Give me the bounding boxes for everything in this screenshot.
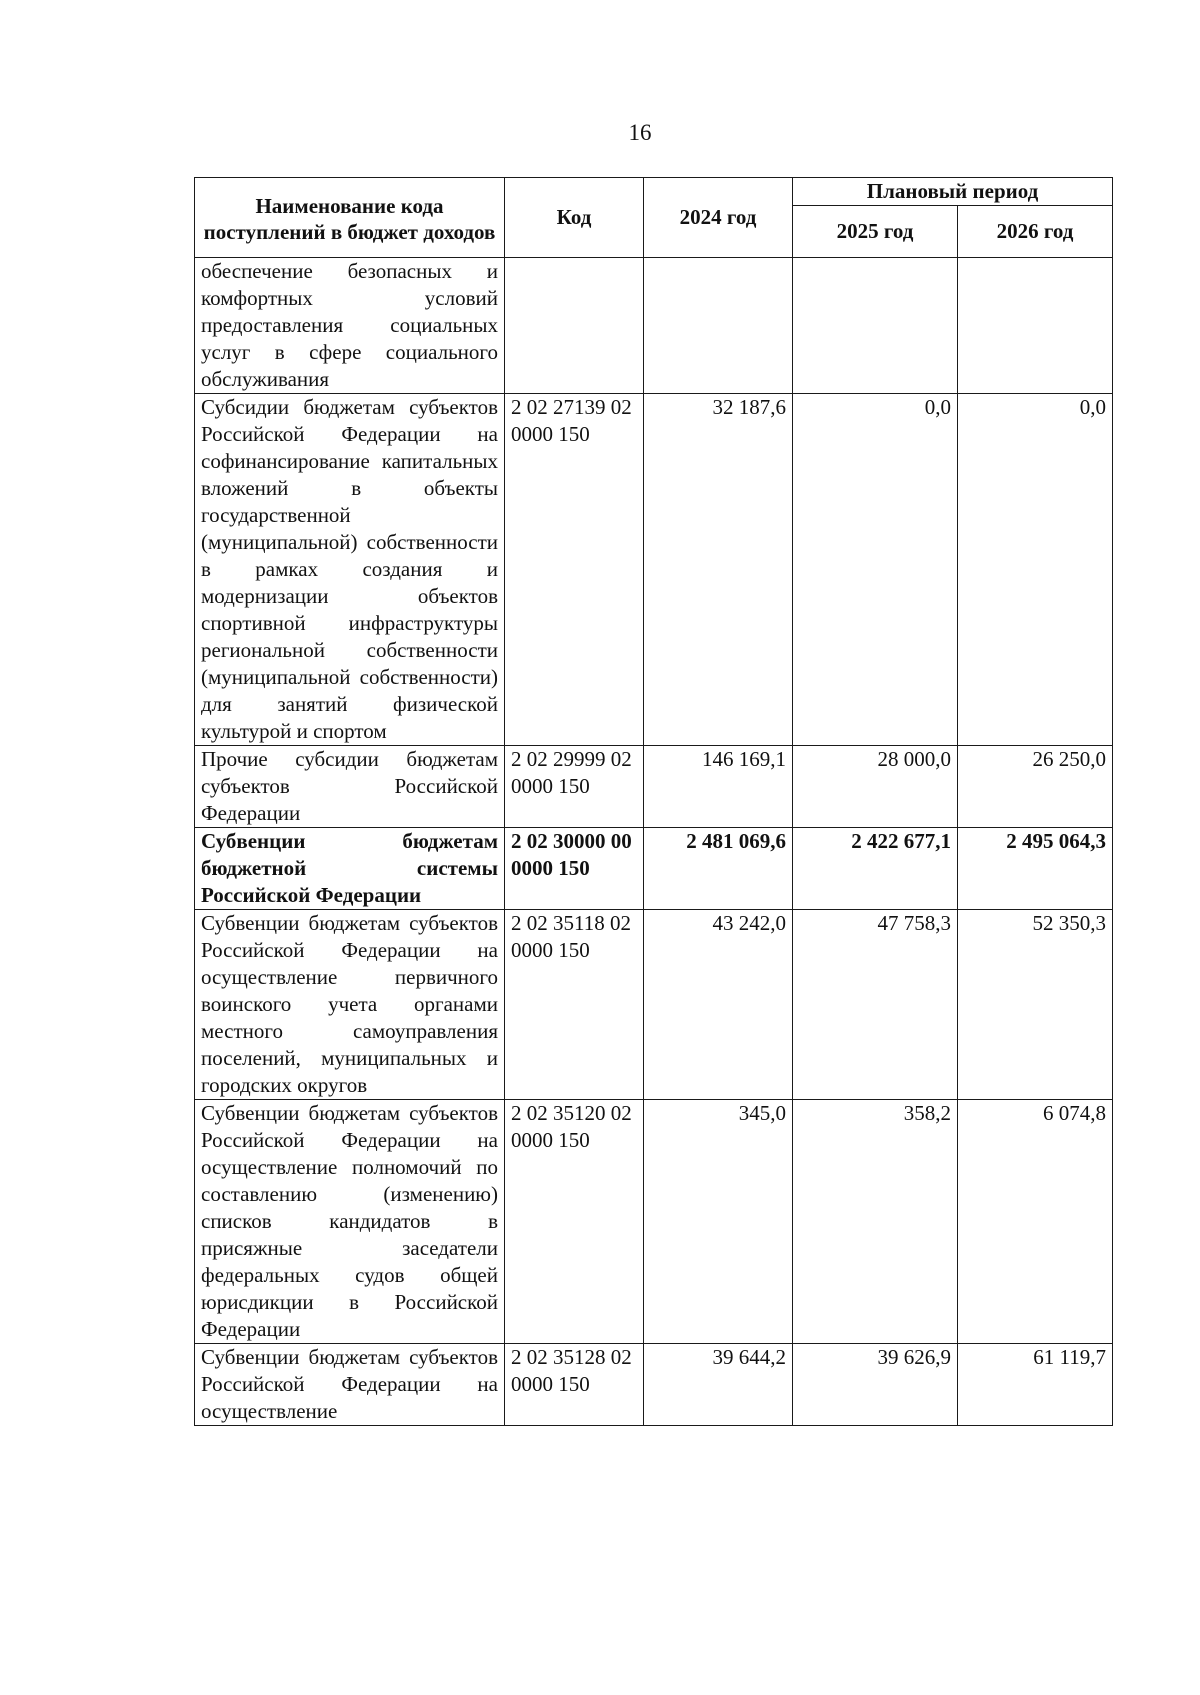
row-value-2025 bbox=[793, 258, 958, 394]
row-value-2025: 0,0 bbox=[793, 394, 958, 746]
table-row bbox=[195, 258, 1113, 394]
header-code: Код bbox=[505, 178, 644, 258]
row-name: Субвенции бюджетам субъектов Российской Федерации на осуществление bbox=[195, 1344, 505, 1426]
header-2025: 2025 год bbox=[793, 206, 958, 258]
header-2024: 2024 год bbox=[644, 178, 793, 258]
row-value-2026: 52 350,3 bbox=[958, 910, 1113, 1100]
row-code: 2 02 29999 02 0000 150 bbox=[505, 746, 644, 828]
header-name: Наименование кода поступлений в бюджет доходов bbox=[195, 178, 505, 258]
header-2026: 2026 год bbox=[958, 206, 1113, 258]
row-name: Субсидии бюджетам субъектов Российской Федерации на софинансирование капитальных вложений в объекты государственной (муниципальной) собственности в рамках создания и модернизации объектов спортивной инфраструктуры региональной собственности (муниципальной собственности) для занятий физической культурой и спортом bbox=[195, 394, 505, 746]
row-value-2024: 43 242,0 bbox=[644, 910, 793, 1100]
row-value-2024: 39 644,2 bbox=[644, 1344, 793, 1426]
row-value-2025: 47 758,3 bbox=[793, 910, 958, 1100]
row-value-2026: 2 495 064,3 bbox=[958, 828, 1113, 910]
table-row bbox=[195, 910, 1113, 1100]
row-name: Субвенции бюджетам субъектов Российской Федерации на осуществление полномочий по составлению (изменению) списков кандидатов в присяжные заседатели федеральных судов общей юрисдикции в Российской Федерации bbox=[195, 1100, 505, 1344]
row-code: 2 02 35118 02 0000 150 bbox=[505, 910, 644, 1100]
revenue-table bbox=[194, 177, 1113, 1426]
table-row bbox=[195, 394, 1113, 746]
row-code bbox=[505, 258, 644, 394]
row-code: 2 02 35128 02 0000 150 bbox=[505, 1344, 644, 1426]
row-value-2025: 39 626,9 bbox=[793, 1344, 958, 1426]
row-value-2026: 6 074,8 bbox=[958, 1100, 1113, 1344]
row-value-2025: 2 422 677,1 bbox=[793, 828, 958, 910]
row-name: Прочие субсидии бюджетам субъектов Российской Федерации bbox=[195, 746, 505, 828]
row-name: обеспечение безопасных и комфортных условий предоставления социальных услуг в сфере социального обслуживания bbox=[195, 258, 505, 394]
row-value-2024: 32 187,6 bbox=[644, 394, 793, 746]
row-value-2024: 2 481 069,6 bbox=[644, 828, 793, 910]
row-value-2025: 358,2 bbox=[793, 1100, 958, 1344]
row-code: 2 02 30000 00 0000 150 bbox=[505, 828, 644, 910]
row-name: Субвенции бюджетам бюджетной системы Российской Федерации bbox=[195, 828, 505, 910]
row-name: Субвенции бюджетам субъектов Российской Федерации на осуществление первичного воинского учета органами местного самоуправления поселений, муниципальных и городских округов bbox=[195, 910, 505, 1100]
row-value-2024: 146 169,1 bbox=[644, 746, 793, 828]
header-planned-period: Плановый период bbox=[793, 178, 1113, 206]
row-code: 2 02 27139 02 0000 150 bbox=[505, 394, 644, 746]
row-value-2026: 61 119,7 bbox=[958, 1344, 1113, 1426]
page-number: 16 bbox=[628, 120, 652, 145]
table-row-total bbox=[195, 828, 1113, 910]
table-row bbox=[195, 746, 1113, 828]
row-code: 2 02 35120 02 0000 150 bbox=[505, 1100, 644, 1344]
table-row bbox=[195, 1344, 1113, 1426]
row-value-2024 bbox=[644, 258, 793, 394]
row-value-2026 bbox=[958, 258, 1113, 394]
row-value-2025: 28 000,0 bbox=[793, 746, 958, 828]
row-value-2026: 0,0 bbox=[958, 394, 1113, 746]
table-row bbox=[195, 1100, 1113, 1344]
row-value-2024: 345,0 bbox=[644, 1100, 793, 1344]
row-value-2026: 26 250,0 bbox=[958, 746, 1113, 828]
